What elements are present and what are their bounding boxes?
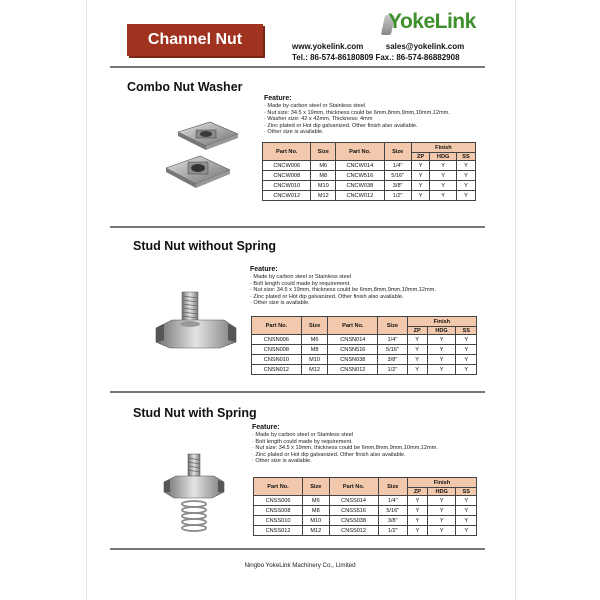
cell: CNCW008: [263, 171, 311, 181]
combo-nut-washer-image: [160, 118, 252, 198]
feature-heading: Feature:: [264, 95, 292, 102]
feature-item: · Other size is available.: [250, 300, 310, 307]
col-header-size: Size: [378, 317, 407, 335]
table-row: [254, 506, 477, 516]
feature-item: · Washer size: 42 x 42mm, Thickness: 4mm: [264, 116, 373, 123]
spec-table-stud-nut-with-spring: [253, 477, 477, 536]
feature-item: · Nut size: 34.5 x 19mm, thickness could be 6mm,8mm,9mm,10mm,12mm.: [264, 109, 450, 116]
cell: Y: [456, 161, 475, 171]
feature-item: · Made by carbon steel or Stainless steel: [264, 103, 366, 109]
cell: 1/4": [378, 335, 407, 345]
footer-company: Ningbo YokeLink Machinery Co., Limited: [244, 562, 356, 569]
feature-item: · Other size is available.: [264, 129, 324, 136]
col-header-zp: ZP: [407, 327, 427, 335]
cell: 5/16": [378, 506, 407, 516]
cell: CNCW010: [263, 181, 311, 191]
feature-item: · Nut size: 34.5 x 19mm, thickness could be 6mm,8mm,9mm,10mm,12mm.: [252, 445, 438, 452]
cell: 1/4": [384, 161, 411, 171]
spec-table-combo-nut-washer: [262, 142, 476, 201]
cell: Y: [407, 506, 427, 516]
table-row: [263, 191, 476, 201]
col-header-size: Size: [303, 478, 330, 496]
cell: Y: [456, 335, 477, 345]
cell: 1/2": [384, 191, 411, 201]
col-header-hdg: HDG: [430, 153, 457, 161]
cell: Y: [411, 171, 430, 181]
col-header-part-no: Part No.: [263, 143, 311, 161]
divider: [110, 391, 485, 393]
website-link[interactable]: www.yokelink.com: [292, 42, 364, 51]
feature-list: [250, 266, 436, 307]
cell: M12: [311, 191, 336, 201]
email-link[interactable]: sales@yokelink.com: [385, 42, 465, 51]
page-title: Channel Nut: [127, 24, 263, 56]
cell: 1/2": [378, 526, 407, 536]
cell: 3/8": [384, 181, 411, 191]
cell: 3/8": [378, 516, 407, 526]
col-header-zp: ZP: [407, 488, 427, 496]
table-row: [252, 335, 477, 345]
col-header-size: Size: [378, 478, 407, 496]
col-header-hdg: HDG: [427, 488, 456, 496]
feature-item: · Made by carbon steel or Stainless steel: [250, 274, 352, 280]
table-row: [252, 365, 477, 375]
cell: Y: [427, 516, 456, 526]
cell: M6: [311, 161, 336, 171]
cell: Y: [456, 345, 477, 355]
cell: M10: [301, 355, 328, 365]
cell: CNSN014: [328, 335, 378, 345]
brand-logo: [388, 10, 476, 34]
cell: Y: [456, 506, 477, 516]
col-header-size: Size: [384, 143, 411, 161]
cell: M12: [303, 526, 330, 536]
table-row: [254, 496, 477, 506]
cell: Y: [411, 181, 430, 191]
col-header-hdg: HDG: [427, 327, 456, 335]
logo-text: YokeLink: [388, 10, 476, 33]
table-row: [254, 516, 477, 526]
cell: Y: [430, 191, 457, 201]
section-title-combo-nut-washer: Combo Nut Washer: [127, 80, 243, 94]
cell: Y: [456, 355, 477, 365]
cell: CNCW012: [263, 191, 311, 201]
col-header-size: Size: [311, 143, 336, 161]
cell: Y: [407, 496, 427, 506]
table-row: [263, 181, 476, 191]
feature-item: · Nut size: 34.5 x 19mm, thickness could be 6mm,8mm,9mm,10mm,12mm.: [250, 287, 436, 294]
table-row: [263, 161, 476, 171]
feature-item: · Bolt length could made by requirement.: [250, 280, 351, 287]
cell: CNCW516: [336, 171, 384, 181]
feature-item: · Bolt length could made by requirement.: [252, 438, 353, 445]
table-row: [254, 526, 477, 536]
cell: CNCW014: [336, 161, 384, 171]
cell: CNSN010: [252, 355, 302, 365]
cell: Y: [456, 516, 477, 526]
cell: CNSS012: [329, 526, 378, 536]
cell: Y: [427, 335, 456, 345]
col-header-part-no: Part No.: [254, 478, 303, 496]
col-header-part-no: Part No.: [336, 143, 384, 161]
cell: Y: [427, 345, 456, 355]
cell: M10: [303, 516, 330, 526]
cell: CNCW006: [263, 161, 311, 171]
cell: CNSS516: [329, 506, 378, 516]
stud-nut-without-spring-image: [150, 290, 240, 360]
cell: Y: [427, 355, 456, 365]
cell: Y: [456, 526, 477, 536]
cell: 5/16": [378, 345, 407, 355]
cell: Y: [407, 526, 427, 536]
col-header-ss: SS: [456, 488, 477, 496]
cell: Y: [427, 526, 456, 536]
divider: [110, 66, 485, 68]
cell: 5/16": [384, 171, 411, 181]
cell: CNSS008: [254, 506, 303, 516]
cell: Y: [407, 335, 427, 345]
col-header-finish: Finish: [407, 317, 476, 327]
cell: Y: [430, 181, 457, 191]
cell: Y: [411, 191, 430, 201]
cell: CNSN012: [252, 365, 302, 375]
col-header-zp: ZP: [411, 153, 430, 161]
feature-list: [252, 424, 438, 465]
cell: Y: [456, 496, 477, 506]
stud-nut-with-spring-image: [160, 452, 230, 538]
feature-heading: Feature:: [250, 266, 278, 273]
cell: CNSS012: [254, 526, 303, 536]
cell: CNSS010: [254, 516, 303, 526]
cell: CNSS038: [329, 516, 378, 526]
cell: CNCW038: [336, 181, 384, 191]
col-header-part-no: Part No.: [328, 317, 378, 335]
table-row: [252, 345, 477, 355]
feature-item: · Other size is available.: [252, 458, 312, 465]
cell: CNSN008: [252, 345, 302, 355]
cell: CNSS006: [254, 496, 303, 506]
cell: 1/4": [378, 496, 407, 506]
cell: Y: [427, 496, 456, 506]
col-header-ss: SS: [456, 153, 475, 161]
cell: M6: [301, 335, 328, 345]
cell: Y: [456, 365, 477, 375]
feature-item: · Made by carbon steel or Stainless steel: [252, 432, 354, 438]
col-header-part-no: Part No.: [329, 478, 378, 496]
cell: Y: [427, 506, 456, 516]
cell: Y: [407, 355, 427, 365]
cell: M10: [311, 181, 336, 191]
cell: M8: [303, 506, 330, 516]
cell: Y: [456, 171, 475, 181]
cell: M6: [303, 496, 330, 506]
cell: CNSN012: [328, 365, 378, 375]
cell: Y: [456, 191, 475, 201]
contact-phone-fax: Tel.: 86-574-86180809 Fax.: 86-574-86882908: [292, 53, 460, 62]
feature-list: [264, 95, 450, 136]
divider: [110, 548, 485, 550]
table-row: [263, 171, 476, 181]
cell: M8: [301, 345, 328, 355]
col-header-finish: Finish: [407, 478, 476, 488]
cell: Y: [427, 365, 456, 375]
spec-table-stud-nut-without-spring: [251, 316, 477, 375]
cell: Y: [430, 171, 457, 181]
cell: Y: [407, 345, 427, 355]
cell: M12: [301, 365, 328, 375]
cell: Y: [407, 365, 427, 375]
cell: CNSN516: [328, 345, 378, 355]
cell: 3/8": [378, 355, 407, 365]
feature-item: · Zinc plated or Hot dip galvanized. Other finish also available.: [264, 122, 418, 129]
contact-web-email: [292, 42, 464, 51]
cell: 1/2": [378, 365, 407, 375]
divider: [110, 226, 485, 228]
cell: M8: [311, 171, 336, 181]
col-header-ss: SS: [456, 327, 477, 335]
section-title-stud-nut-with-spring: Stud Nut with Spring: [133, 406, 257, 420]
col-header-size: Size: [301, 317, 328, 335]
col-header-part-no: Part No.: [252, 317, 302, 335]
cell: Y: [411, 161, 430, 171]
cell: CNSN006: [252, 335, 302, 345]
table-row: [252, 355, 477, 365]
feature-heading: Feature:: [252, 424, 280, 431]
cell: Y: [407, 516, 427, 526]
cell: CNSS014: [329, 496, 378, 506]
feature-item: · Zinc plated or Hot dip galvanized. Other finish also available.: [252, 451, 406, 458]
col-header-finish: Finish: [411, 143, 475, 153]
cell: CNSN038: [328, 355, 378, 365]
cell: CNCW012: [336, 191, 384, 201]
cell: Y: [456, 181, 475, 191]
feature-item: · Zinc plated or Hot dip galvanized. Other finish also available.: [250, 293, 404, 300]
section-title-stud-nut-without-spring: Stud Nut without Spring: [133, 239, 277, 253]
cell: Y: [430, 161, 457, 171]
